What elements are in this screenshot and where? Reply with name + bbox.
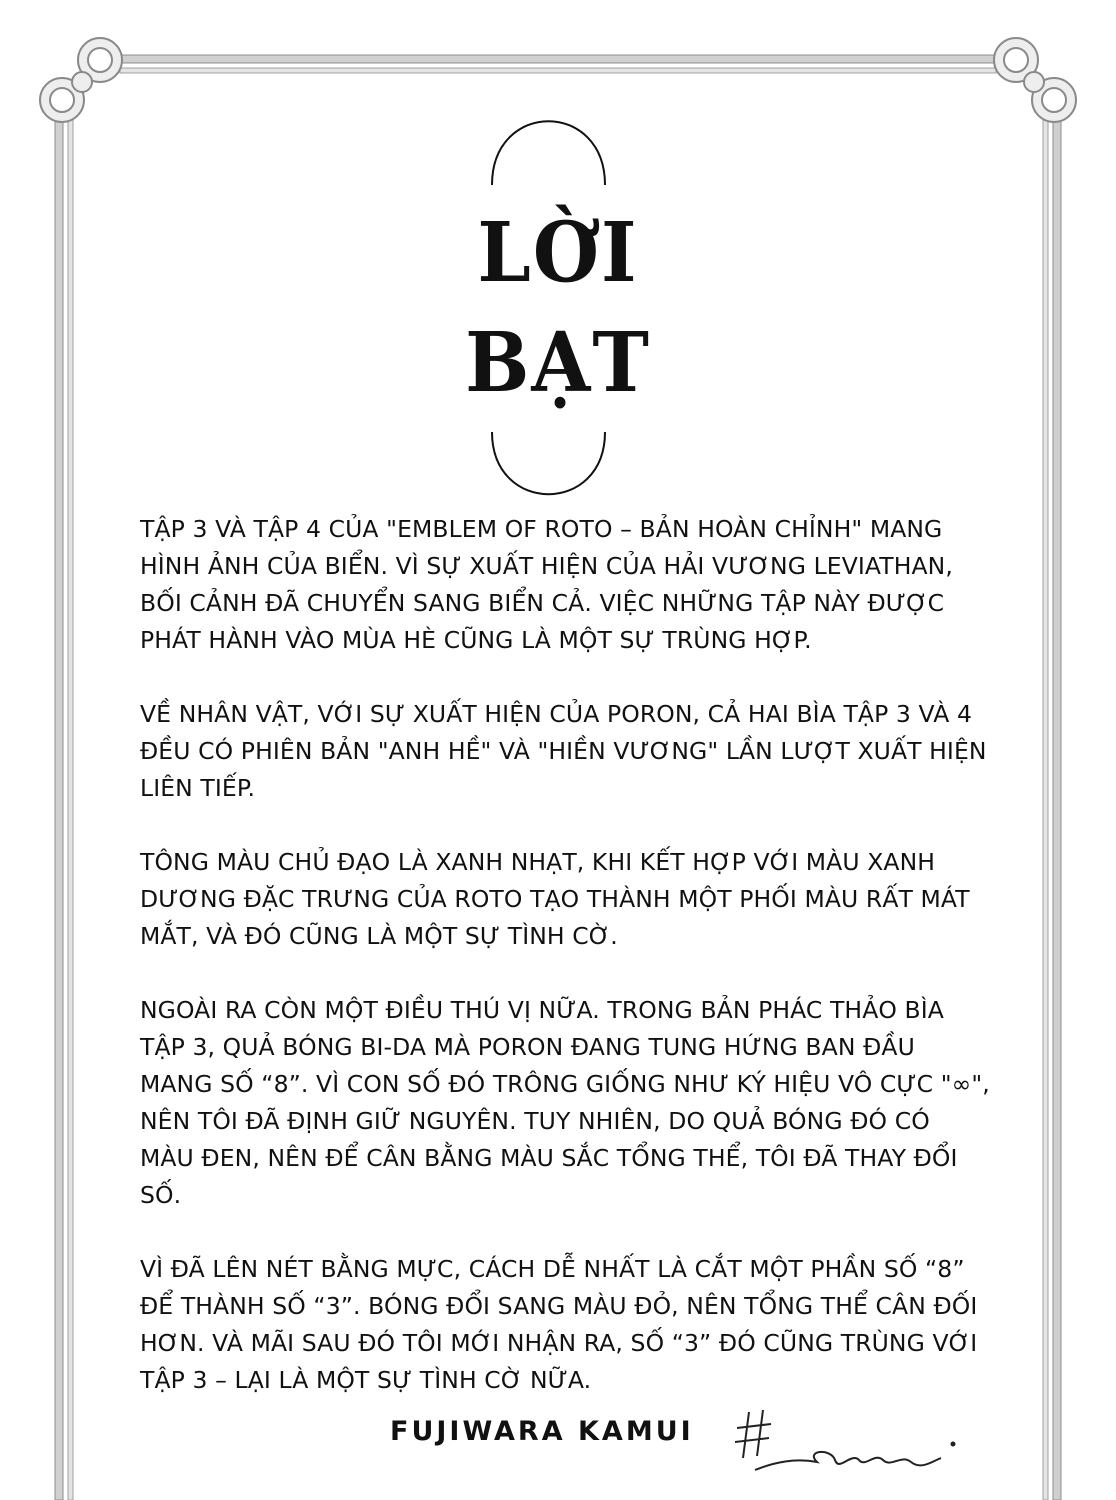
title-arc-bottom [492, 432, 605, 494]
page-title-line2: BẠT [465, 314, 651, 411]
paragraph-1: TẬP 3 VÀ TẬP 4 CỦA "EMBLEM OF ROTO – BẢN HOÀN CHỈNH" MANG HÌNH ẢNH CỦA BIỂN. VÌ SỰ XUẤT HIỆN CỦA HẢI VƯƠNG LEVIATHAN, BỐI CẢNH ĐÃ CHUYỂN SANG BIỂN CẢ. VIỆC NHỮNG TẬP NÀY ĐƯỢC PHÁT HÀNH VÀO MÙA HÈ CŨNG LÀ MỘT SỰ TRÙNG HỢP. [140, 515, 953, 654]
paragraph-5: VÌ ĐÃ LÊN NÉT BẰNG MỰC, CÁCH DỄ NHẤT LÀ CẮT MỘT PHẦN SỐ “8” ĐỂ THÀNH SỐ “3”. BÓNG ĐỔI SANG MÀU ĐỎ, NÊN TỔNG THỂ CÂN ĐỐI HƠN. VÀ MÃI SAU ĐÓ TÔI MỚI NHẬN RA, SỐ “3” ĐÓ CŨNG TRÙNG VỚI TẬP 3 – LẠI LÀ MỘT SỰ TÌNH CỜ NỮA. [140, 1255, 978, 1394]
paragraph-4: NGOÀI RA CÒN MỘT ĐIỀU THÚ VỊ NỮA. TRONG BẢN PHÁC THẢO BÌA TẬP 3, QUẢ BÓNG BI-DA MÀ PORON ĐANG TUNG HỨNG BAN ĐẦU MANG SỐ “8”. VÌ CON SỐ ĐÓ TRÔNG GIỐNG NHƯ KÝ HIỆU VÔ CỰC "∞", NÊN TÔI ĐÃ ĐỊNH GIỮ NGUYÊN. TUY NHIÊN, DO QUẢ BÓNG ĐÓ CÓ MÀU ĐEN, NÊN ĐỂ CÂN BẰNG MÀU SẮC TỔNG THỂ, TÔI ĐÃ THAY ĐỔI SỐ. [140, 996, 990, 1209]
paragraph-2: VỀ NHÂN VẬT, VỚI SỰ XUẤT HIỆN CỦA PORON, CẢ HAI BÌA TẬP 3 VÀ 4 ĐỀU CÓ PHIÊN BẢN "ANH HỀ" VÀ "HIỀN VƯƠNG" LẦN LƯỢT XUẤT HIỆN LIÊN TIẾP. [140, 700, 987, 802]
page-title-line1: LỜI [477, 204, 639, 301]
paragraph-3: TÔNG MÀU CHỦ ĐẠO LÀ XANH NHẠT, KHI KẾT HỢP VỚI MÀU XANH DƯƠNG ĐẶC TRƯNG CỦA ROTO TẠO THÀNH MỘT PHỐI MÀU RẤT MÁT MẮT, VÀ ĐÓ CŨNG LÀ MỘT SỰ TÌNH CỜ. [140, 848, 970, 950]
author-signature: FUJIWARA KAMUI [390, 1416, 694, 1447]
corner-ornament-top-left [40, 38, 122, 122]
handwritten-signature [735, 1400, 965, 1480]
corner-ornament-top-right [994, 38, 1076, 122]
title-arc-top [492, 121, 605, 185]
afterword-body [140, 511, 990, 1436]
